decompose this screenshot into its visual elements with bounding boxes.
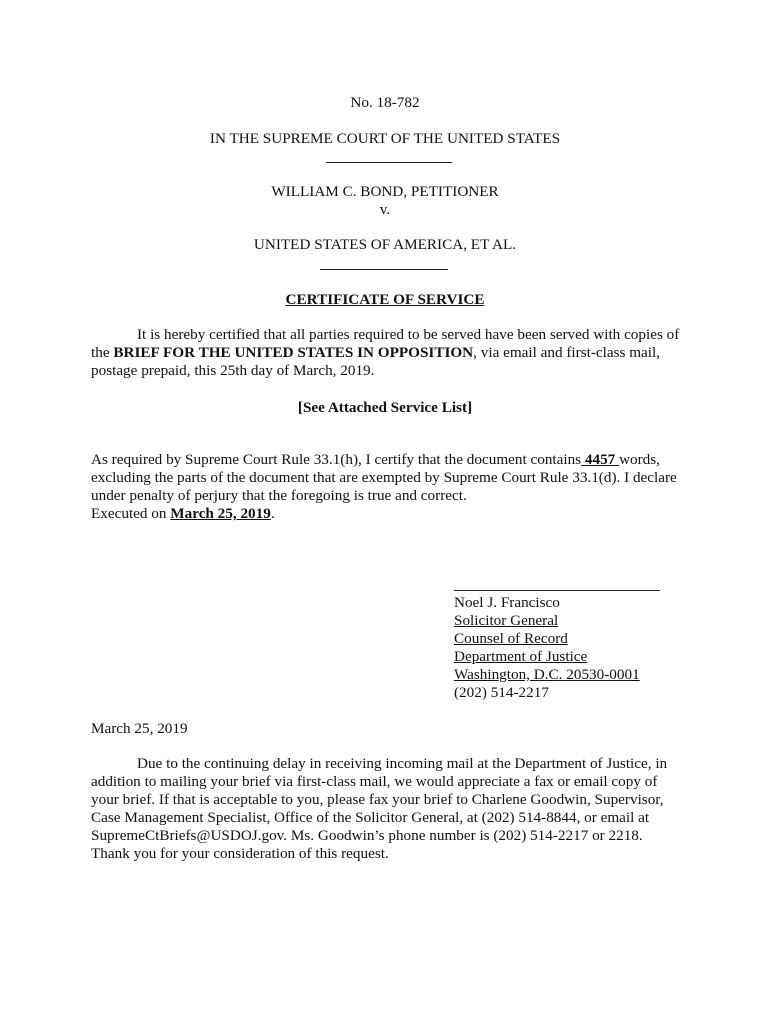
executed-date: March 25, 2019	[170, 505, 271, 522]
letter-line: Thank you for your consideration of this request.	[91, 845, 389, 862]
executed-line: Executed on March 25, 2019.	[91, 505, 275, 522]
court-name: IN THE SUPREME COURT OF THE UNITED STATES	[209, 130, 561, 147]
letter-date: March 25, 2019	[91, 720, 188, 737]
caption-divider	[326, 162, 452, 163]
certification-line: the BRIEF FOR THE UNITED STATES IN OPPOSITION, via email and first-class mail,	[91, 344, 660, 361]
word-count-paragraph	[91, 451, 691, 523]
respondent: UNITED STATES OF AMERICA, ET AL.	[253, 236, 517, 253]
service-list-note: [See Attached Service List]	[297, 399, 473, 416]
letter-line: your brief. If that is acceptable to you, please fax your brief to Charlene Goodwin, Supervisor,	[91, 791, 664, 808]
caption-divider	[320, 269, 448, 270]
letter-paragraph	[91, 755, 691, 863]
certificate-title: CERTIFICATE OF SERVICE	[285, 291, 485, 308]
certification-line: postage prepaid, this 25th day of March, 2019.	[91, 362, 375, 379]
signer-address: Washington, D.C. 20530-0001	[454, 666, 640, 683]
certification-line: It is hereby certified that all parties required to be served have been served with copies of	[137, 326, 680, 343]
letter-line: SupremeCtBriefs@USDOJ.gov. Ms. Goodwin’s phone number is (202) 514-2217 or 2218.	[91, 827, 643, 844]
signer-department: Department of Justice	[454, 648, 588, 665]
letter-line: Due to the continuing delay in receiving incoming mail at the Department of Justice, in	[137, 755, 668, 772]
brief-title: BRIEF FOR THE UNITED STATES IN OPPOSITION	[113, 344, 474, 361]
signer-role: Counsel of Record	[454, 630, 568, 647]
signer-name: Noel J. Francisco	[454, 594, 560, 611]
certification-paragraph	[91, 326, 691, 380]
signature-line	[454, 590, 660, 591]
letter-line: addition to mailing your brief via first-class mail, we would appreciate a fax or email copy of	[91, 773, 658, 790]
versus: v.	[379, 201, 391, 218]
word-count-line: As required by Supreme Court Rule 33.1(h), I certify that the document contains 4457 words,	[91, 451, 660, 468]
word-count-value: 4457	[581, 451, 620, 468]
word-count-line: under penalty of perjury that the foregoing is true and correct.	[91, 487, 467, 504]
word-count-line: excluding the parts of the document that are exempted by Supreme Court Rule 33.1(d). I declare	[91, 469, 677, 486]
signer-phone: (202) 514-2217	[454, 684, 549, 701]
signer-title: Solicitor General	[454, 612, 559, 629]
case-number: No. 18-782	[350, 94, 420, 111]
letter-line: Case Management Specialist, Office of the Solicitor General, at (202) 514-8844, or email at	[91, 809, 650, 826]
petitioner: WILLIAM C. BOND, PETITIONER	[271, 183, 499, 200]
